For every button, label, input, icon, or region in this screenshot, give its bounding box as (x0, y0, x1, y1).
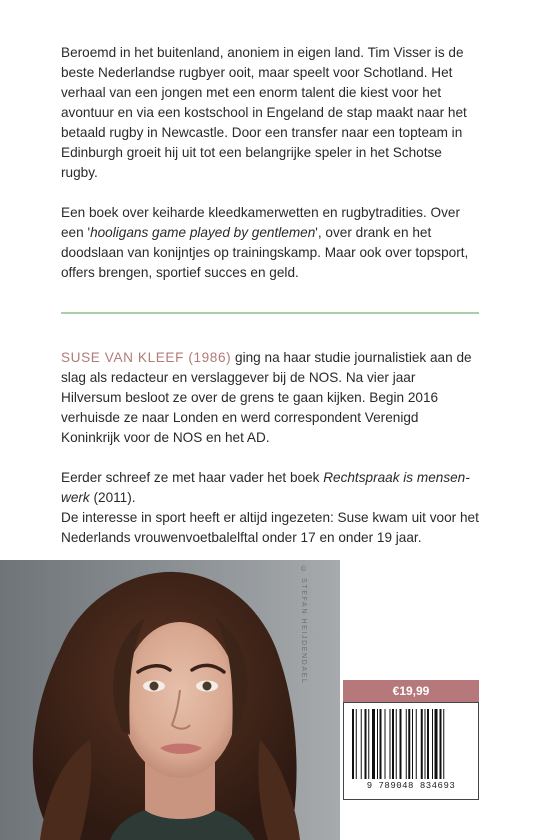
author-photo (0, 560, 340, 840)
isbn-number: 9 789048 834693 (366, 781, 456, 791)
author-bio-3: De interesse in sport heeft er altijd ingezeten: Suse kwam uit voor het Nederlands vrouwenvoetbalelftal onder 17 en onder 19 jaar. (61, 510, 479, 545)
author-bio-text: ging na haar studie journalistiek aan de slag als redacteur en verslaggever bij de NOS. Na vier jaar Hilversum besloot ze over de grens te gaan kijken. Begin 2016 verhuisde ze naar Londen en werd correspondent Verenigd Koninkrijk voor de NOS en het AD. (61, 350, 472, 445)
author-name: SUSE VAN KLEEF (1986) (61, 350, 232, 365)
barcode-bars (352, 709, 470, 779)
blurb-quote: hooligans game played by gentlemen (90, 225, 316, 240)
section-divider (61, 312, 479, 314)
author-bio-2 (61, 468, 479, 508)
photo-credit: © STEFAN HEIJDENDAEL (300, 566, 307, 685)
blurb-text: ', over drank en het doodslaan van konijntjes op trainingskamp. Maar ook over topsport, offers brengen, sportief succes en geld. (61, 225, 469, 280)
author-bio-text: (2011). (89, 490, 136, 505)
blurb-text: Een boek over keiharde kleedkamerwetten en rugbytradities. Over een ' (61, 205, 460, 240)
blurb-paragraph-2 (61, 203, 479, 283)
book-title: Rechtspraak is mensen-werk (61, 470, 470, 505)
barcode (343, 702, 479, 800)
price-tag: €19,99 (343, 680, 479, 702)
author-bio-text: Eerder schreef ze met haar vader het boek (61, 470, 324, 485)
author-bio-1 (61, 348, 479, 448)
blurb-paragraph-1: Beroemd in het buitenland, anoniem in eigen land. Tim Visser is de beste Nederlandse rugbyer ooit, maar speelt voor Schotland. Het verhaal van een jongen met een enorm talent die kiest voor het avontuur en via een kostschool in Engeland de stap maakt naar het betaald rugby in Newcastle. Door een transfer naar een topteam in Edinburgh groeit hij uit tot een belangrijke speler in het Schotse rugby. (61, 45, 467, 180)
